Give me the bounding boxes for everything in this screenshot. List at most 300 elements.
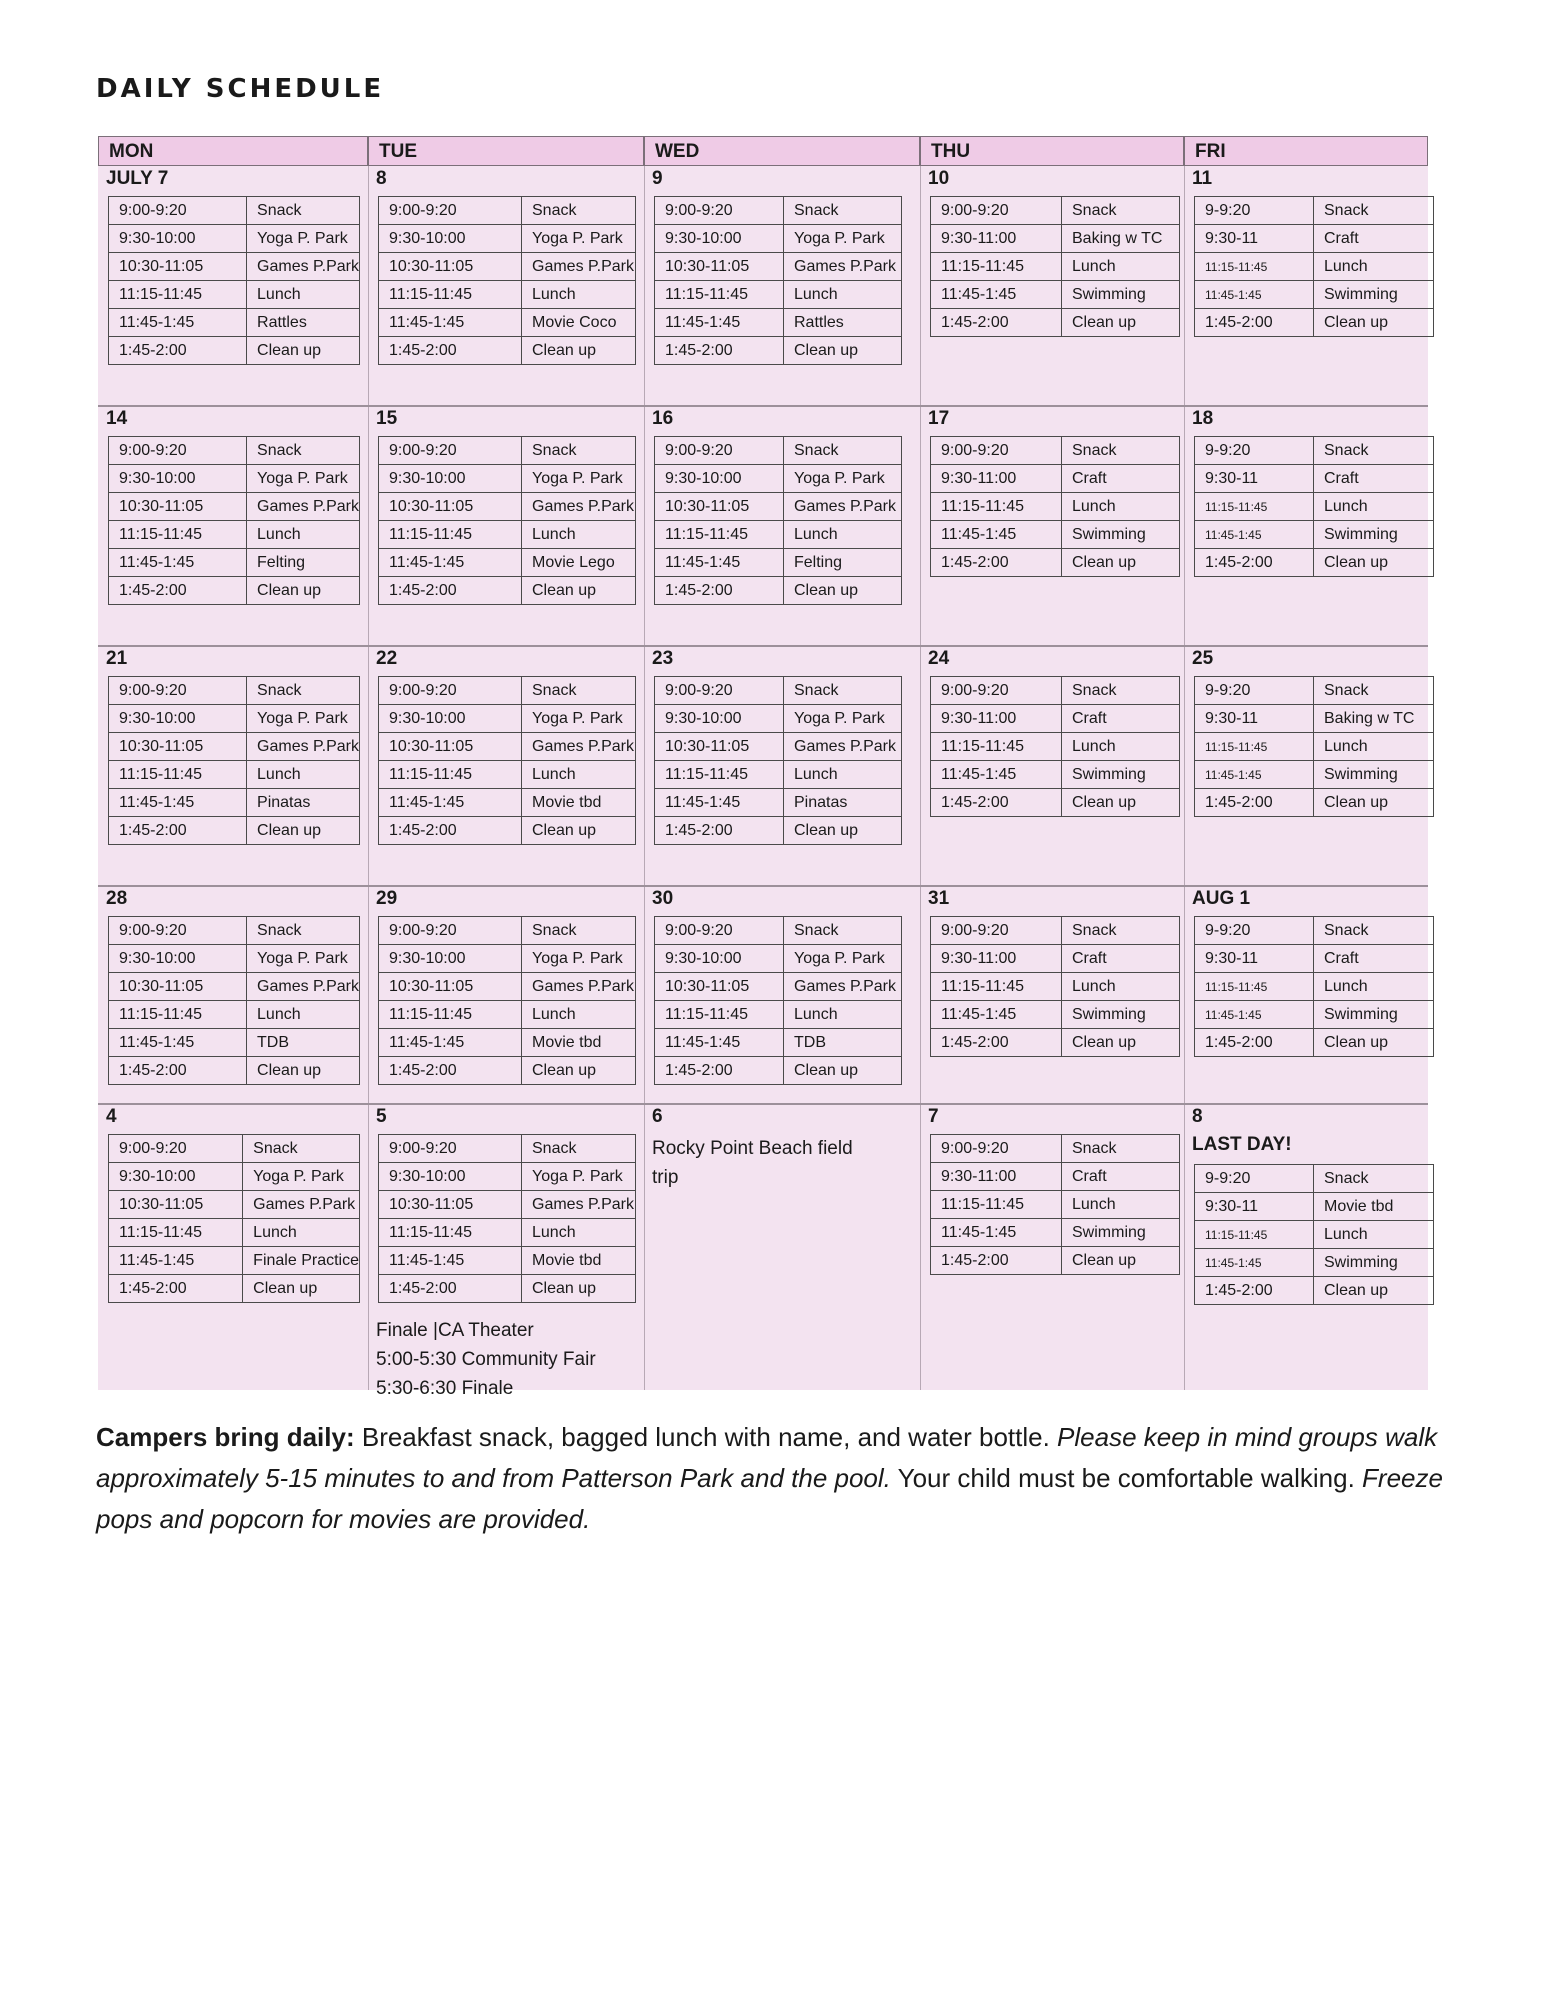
activity-cell: Games P.Park [243,1191,360,1219]
footer-note [96,1417,1456,1540]
table-row [931,465,1180,493]
day-cell [98,406,368,646]
activity-cell: Rattles [247,309,360,337]
table-row [379,521,636,549]
activity-cell: Snack [247,917,360,945]
time-cell: 11:45-1:45 [379,789,522,817]
activity-cell: Clean up [1062,549,1180,577]
time-cell: 9:30-11:00 [931,1163,1062,1191]
day-cell [644,406,920,646]
time-cell: 1:45-2:00 [1195,789,1314,817]
activity-cell: Clean up [243,1275,360,1303]
footer-text-2: Your child must be comfortable walking. [890,1463,1363,1493]
time-cell: 11:15-11:45 [379,521,522,549]
activity-cell: Snack [247,677,360,705]
activity-cell: Snack [243,1135,360,1163]
table-row [1195,437,1434,465]
table-row [379,733,636,761]
time-cell: 1:45-2:00 [931,549,1062,577]
table-row [1195,1029,1434,1057]
activity-cell: Clean up [784,577,902,605]
day-cell [368,1104,644,1399]
table-row [655,437,902,465]
time-cell: 9:00-9:20 [109,197,247,225]
table-row [379,337,636,365]
time-cell: 9:30-11 [1195,1193,1314,1221]
table-row [379,917,636,945]
time-cell: 11:45-1:45 [1195,281,1314,309]
time-cell: 11:45-1:45 [655,789,784,817]
time-cell: 1:45-2:00 [655,577,784,605]
time-cell: 9:30-10:00 [379,945,522,973]
time-cell: 9:00-9:20 [655,917,784,945]
activity-cell: Lunch [1314,493,1434,521]
time-cell: 11:15-11:45 [379,1001,522,1029]
activity-cell: Felting [247,549,360,577]
day-cell [368,166,644,406]
table-row [109,225,360,253]
table-row [1195,705,1434,733]
day-date: 28 [106,888,128,909]
day-header-tue: TUE [368,136,644,166]
time-cell: 10:30-11:05 [655,973,784,1001]
table-row [655,309,902,337]
time-cell: 1:45-2:00 [379,577,522,605]
time-cell: 1:45-2:00 [109,1057,247,1085]
table-row [1195,549,1434,577]
time-cell: 11:45-1:45 [379,1247,522,1275]
day-date: 9 [652,168,663,189]
activity-cell: Movie tbd [522,1247,636,1275]
time-cell: 11:45-1:45 [931,281,1062,309]
activity-cell: Rattles [784,309,902,337]
time-cell: 9-9:20 [1195,1165,1314,1193]
activity-cell: Clean up [1314,309,1434,337]
day-cell [920,406,1184,646]
table-row [655,465,902,493]
day-note-line: Finale |CA Theater [376,1320,534,1341]
activity-cell: Swimming [1062,761,1180,789]
table-row [931,309,1180,337]
day-date: 30 [652,888,674,909]
time-cell: 11:15-11:45 [109,761,247,789]
time-cell: 9:00-9:20 [655,197,784,225]
schedule-table [378,436,636,605]
activity-cell: Baking w TC [1314,705,1434,733]
table-row [379,437,636,465]
activity-cell: Clean up [784,1057,902,1085]
schedule-table [1194,436,1434,577]
table-row [655,917,902,945]
activity-cell: Lunch [784,761,902,789]
activity-cell: Craft [1062,465,1180,493]
activity-cell: Finale Practice [243,1247,360,1275]
time-cell: 9-9:20 [1195,437,1314,465]
activity-cell: Lunch [247,521,360,549]
schedule-table [1194,196,1434,337]
time-cell: 11:45-1:45 [1195,521,1314,549]
activity-cell: Games P.Park [784,733,902,761]
table-row [655,549,902,577]
activity-cell: Yoga P. Park [247,465,360,493]
activity-cell: Games P.Park [784,493,902,521]
activity-cell: Lunch [247,761,360,789]
time-cell: 11:45-1:45 [379,309,522,337]
table-row [109,1135,360,1163]
table-row [379,789,636,817]
table-row [109,437,360,465]
time-cell: 11:45-1:45 [379,1029,522,1057]
day-subtitle: LAST DAY! [1192,1134,1292,1155]
time-cell: 9:30-10:00 [109,225,247,253]
table-row [1195,309,1434,337]
activity-cell: Craft [1314,225,1434,253]
day-date: 11 [1192,168,1213,189]
time-cell: 9:30-10:00 [655,945,784,973]
time-cell: 9:30-11 [1195,945,1314,973]
table-row [109,917,360,945]
day-cell [368,886,644,1104]
time-cell: 11:45-1:45 [931,1219,1062,1247]
table-row [1195,1277,1434,1305]
activity-cell: Pinatas [784,789,902,817]
day-date: 4 [106,1106,117,1127]
time-cell: 11:15-11:45 [109,1219,243,1247]
activity-cell: Lunch [1314,733,1434,761]
table-row [1195,761,1434,789]
activity-cell: Yoga P. Park [784,225,902,253]
table-row [109,761,360,789]
time-cell: 9:00-9:20 [109,1135,243,1163]
activity-cell: Snack [522,197,636,225]
activity-cell: Snack [1314,437,1434,465]
time-cell: 9:30-10:00 [109,1163,243,1191]
table-row [109,309,360,337]
time-cell: 11:45-1:45 [1195,1249,1314,1277]
time-cell: 10:30-11:05 [379,733,522,761]
time-cell: 9:30-10:00 [109,705,247,733]
time-cell: 1:45-2:00 [655,1057,784,1085]
time-cell: 9:30-10:00 [379,705,522,733]
table-row [655,225,902,253]
page-title: DAILY SCHEDULE [96,74,385,104]
day-cell [98,1104,368,1390]
activity-cell: Snack [1062,197,1180,225]
activity-cell: TDB [247,1029,360,1057]
activity-cell: Yoga P. Park [522,465,636,493]
time-cell: 11:45-1:45 [931,1001,1062,1029]
activity-cell: Clean up [522,817,636,845]
table-row [931,973,1180,1001]
schedule-table [108,676,360,845]
activity-cell: Yoga P. Park [784,705,902,733]
activity-cell: Clean up [1062,309,1180,337]
table-row [109,337,360,365]
activity-cell: Swimming [1314,1001,1434,1029]
table-row [109,789,360,817]
day-date: 22 [376,648,398,669]
activity-cell: Clean up [1062,1247,1180,1275]
time-cell: 9:00-9:20 [931,1135,1062,1163]
time-cell: 1:45-2:00 [109,1275,243,1303]
time-cell: 9:30-11 [1195,705,1314,733]
activity-cell: Snack [522,677,636,705]
table-row [1195,1001,1434,1029]
schedule-table [930,436,1180,577]
table-row [655,281,902,309]
time-cell: 11:15-11:45 [109,281,247,309]
time-cell: 9:30-10:00 [379,1163,522,1191]
table-row [379,973,636,1001]
table-row [379,577,636,605]
schedule-table [378,676,636,845]
table-row [1195,1249,1434,1277]
time-cell: 1:45-2:00 [379,1057,522,1085]
activity-cell: Lunch [1314,973,1434,1001]
time-cell: 9:00-9:20 [655,677,784,705]
day-date: 16 [652,408,674,429]
table-row [1195,197,1434,225]
table-row [655,1057,902,1085]
table-row [931,705,1180,733]
time-cell: 10:30-11:05 [379,973,522,1001]
footer-text-1: Breakfast snack, bagged lunch with name, and water bottle. [354,1422,1058,1452]
day-note-line: Rocky Point Beach field [652,1138,853,1159]
table-row [109,253,360,281]
activity-cell: Swimming [1314,281,1434,309]
schedule-table [108,1134,360,1303]
table-row [655,677,902,705]
table-row [379,493,636,521]
time-cell: 1:45-2:00 [655,817,784,845]
table-row [655,253,902,281]
activity-cell: Swimming [1062,1219,1180,1247]
time-cell: 11:45-1:45 [379,549,522,577]
schedule-table [108,916,360,1085]
activity-cell: Craft [1314,465,1434,493]
activity-cell: Pinatas [247,789,360,817]
day-cell [1184,1104,1428,1390]
table-row [109,733,360,761]
day-date: 24 [928,648,950,669]
activity-cell: Games P.Park [522,973,636,1001]
table-row [931,917,1180,945]
activity-cell: Lunch [522,761,636,789]
time-cell: 11:15-11:45 [379,1219,522,1247]
schedule-table [1194,676,1434,817]
activity-cell: Lunch [784,521,902,549]
table-row [655,197,902,225]
activity-cell: Snack [1314,917,1434,945]
table-row [931,1191,1180,1219]
table-row [655,337,902,365]
table-row [1195,253,1434,281]
activity-cell: Movie tbd [522,1029,636,1057]
activity-cell: Snack [1062,1135,1180,1163]
table-row [379,549,636,577]
activity-cell: Clean up [522,1275,636,1303]
activity-cell: Swimming [1062,1001,1180,1029]
time-cell: 11:15-11:45 [1195,973,1314,1001]
time-cell: 11:45-1:45 [109,1247,243,1275]
activity-cell: Lunch [1062,973,1180,1001]
table-row [109,197,360,225]
time-cell: 11:45-1:45 [109,309,247,337]
table-row [109,1191,360,1219]
activity-cell: Swimming [1314,1249,1434,1277]
time-cell: 10:30-11:05 [379,253,522,281]
schedule-calendar [98,136,1428,1399]
table-row [379,705,636,733]
activity-cell: Swimming [1314,761,1434,789]
schedule-table [654,676,902,845]
time-cell: 9:00-9:20 [109,677,247,705]
activity-cell: Clean up [1062,789,1180,817]
time-cell: 10:30-11:05 [655,253,784,281]
day-cell [920,886,1184,1104]
table-row [109,1275,360,1303]
table-row [655,817,902,845]
time-cell: 9:00-9:20 [379,1135,522,1163]
time-cell: 9:30-11 [1195,465,1314,493]
activity-cell: Yoga P. Park [522,225,636,253]
table-row [931,1001,1180,1029]
time-cell: 1:45-2:00 [655,337,784,365]
time-cell: 9:00-9:20 [655,437,784,465]
table-row [1195,917,1434,945]
activity-cell: Clean up [1062,1029,1180,1057]
activity-cell: Snack [247,197,360,225]
schedule-table [378,1134,636,1303]
table-row [379,253,636,281]
table-row [1195,281,1434,309]
day-date: AUG 1 [1192,888,1251,909]
activity-cell: Clean up [522,577,636,605]
table-row [109,465,360,493]
table-row [931,677,1180,705]
table-row [655,1001,902,1029]
time-cell: 11:45-1:45 [655,549,784,577]
table-row [931,761,1180,789]
table-row [931,521,1180,549]
time-cell: 9:00-9:20 [109,917,247,945]
table-row [1195,521,1434,549]
day-date: 17 [928,408,950,429]
table-row [109,1029,360,1057]
activity-cell: Snack [522,1135,636,1163]
time-cell: 10:30-11:05 [379,493,522,521]
day-cell [1184,646,1428,886]
schedule-table [654,196,902,365]
schedule-table [930,1134,1180,1275]
activity-cell: Snack [1314,677,1434,705]
activity-cell: Yoga P. Park [522,705,636,733]
table-row [655,577,902,605]
table-row [655,789,902,817]
day-note [376,1316,596,1403]
activity-cell: Lunch [1062,493,1180,521]
table-row [379,1191,636,1219]
time-cell: 9:30-10:00 [655,465,784,493]
day-note-line: trip [652,1167,679,1188]
day-cell [644,646,920,886]
activity-cell: Snack [522,437,636,465]
schedule-table [930,676,1180,817]
time-cell: 10:30-11:05 [109,493,247,521]
table-row [1195,1221,1434,1249]
activity-cell: Snack [784,917,902,945]
activity-cell: Swimming [1062,281,1180,309]
table-row [109,493,360,521]
time-cell: 10:30-11:05 [109,733,247,761]
schedule-table [930,916,1180,1057]
activity-cell: Clean up [1314,1029,1434,1057]
table-row [1195,677,1434,705]
table-row [1195,465,1434,493]
day-cell [368,406,644,646]
time-cell: 9:30-11:00 [931,705,1062,733]
time-cell: 9:30-10:00 [655,705,784,733]
day-date: 23 [652,648,674,669]
activity-cell: Games P.Park [247,493,360,521]
activity-cell: Snack [784,677,902,705]
activity-cell: Snack [522,917,636,945]
day-date: 7 [928,1106,939,1127]
table-row [109,549,360,577]
activity-cell: Lunch [1314,1221,1434,1249]
day-cell [98,646,368,886]
time-cell: 11:45-1:45 [931,521,1062,549]
activity-cell: Felting [784,549,902,577]
time-cell: 9:00-9:20 [931,677,1062,705]
table-row [931,1135,1180,1163]
time-cell: 9:30-11:00 [931,465,1062,493]
time-cell: 9:30-10:00 [109,465,247,493]
activity-cell: Lunch [522,1219,636,1247]
time-cell: 11:15-11:45 [931,253,1062,281]
activity-cell: Lunch [247,281,360,309]
table-row [1195,973,1434,1001]
table-row [931,1247,1180,1275]
table-row [655,733,902,761]
activity-cell: Clean up [247,337,360,365]
table-row [379,1001,636,1029]
activity-cell: Lunch [522,1001,636,1029]
time-cell: 9:30-10:00 [379,225,522,253]
day-cell [920,166,1184,406]
time-cell: 11:15-11:45 [655,761,784,789]
time-cell: 11:15-11:45 [931,973,1062,1001]
footer-italic-1: Please keep in mind groups walk approximately 5-15 minutes to and from Patterson Park and the pool. [96,1422,1438,1493]
footer-italic-2: Freeze pops and popcorn for movies are provided. [96,1463,1443,1534]
time-cell: 10:30-11:05 [109,973,247,1001]
table-row [109,705,360,733]
activity-cell: Baking w TC [1062,225,1180,253]
table-row [1195,733,1434,761]
time-cell: 9:00-9:20 [109,437,247,465]
time-cell: 9-9:20 [1195,197,1314,225]
activity-cell: Games P.Park [784,973,902,1001]
day-cell [920,1104,1184,1390]
time-cell: 1:45-2:00 [109,337,247,365]
day-date: 14 [106,408,128,429]
table-row [655,973,902,1001]
activity-cell: Lunch [247,1001,360,1029]
table-row [931,789,1180,817]
day-date: 10 [928,168,950,189]
activity-cell: Yoga P. Park [243,1163,360,1191]
day-cell [644,166,920,406]
